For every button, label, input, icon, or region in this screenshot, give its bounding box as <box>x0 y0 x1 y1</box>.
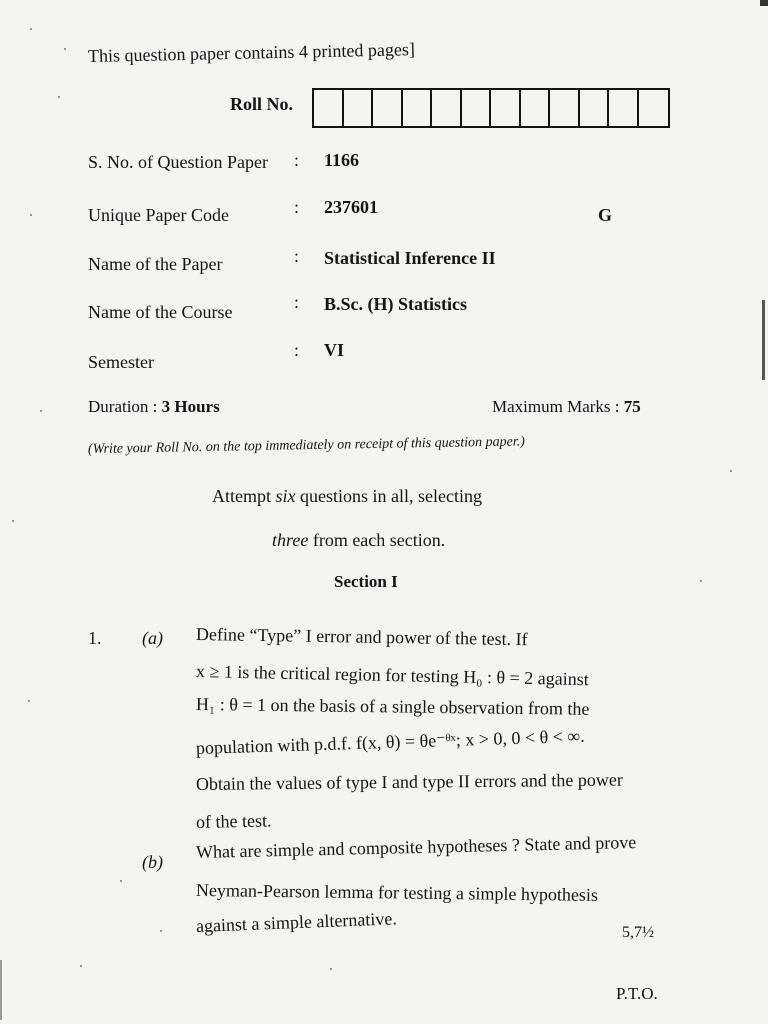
question-text-line: What are simple and composite hypotheses ? State and prove <box>195 832 637 862</box>
semester-label: Semester <box>88 352 154 372</box>
scan-edge-mark <box>0 960 2 1020</box>
colon: : <box>294 340 300 360</box>
colon: : <box>294 292 300 312</box>
question-paper-serial-label: S. No. of Question Paper <box>88 152 268 172</box>
question-part-label: (a) <box>142 628 163 648</box>
scan-speck <box>30 28 32 30</box>
roll-number-box[interactable] <box>580 90 610 126</box>
scan-speck <box>330 968 332 970</box>
scan-speck <box>160 930 162 932</box>
scan-edge-mark <box>760 0 768 6</box>
course-name-label: Name of the Course <box>88 302 233 322</box>
maximum-marks-value: 75 <box>623 397 641 416</box>
question-paper-serial-value: 1166 <box>324 150 360 170</box>
question-part-label: (b) <box>142 852 163 872</box>
semester-value: VI <box>324 340 345 360</box>
roll-number-label: Roll No. <box>230 94 293 114</box>
paper-name-value: Statistical Inference II <box>324 248 496 268</box>
roll-number-box[interactable] <box>403 90 433 126</box>
question-text-line: Obtain the values of type I and type II errors and the power <box>195 769 623 794</box>
question-text-line: x ≥ 1 is the critical region for testing H₀ : θ = 2 against <box>195 661 589 690</box>
scan-speck <box>58 96 60 98</box>
roll-number-box[interactable] <box>521 90 551 126</box>
question-text-line: Neyman-Pearson lemma for testing a simple hypothesis <box>195 880 599 905</box>
instruction-text: from each section. <box>308 530 446 550</box>
scan-speck <box>80 965 82 967</box>
roll-number-instruction: (Write your Roll No. on the top immediately on receipt of this question paper.) <box>87 434 525 457</box>
instruction-emphasis: three <box>272 530 309 550</box>
question-marks: 5,7½ <box>622 924 654 941</box>
roll-number-box[interactable] <box>373 90 403 126</box>
scan-speck <box>64 48 66 50</box>
scan-speck <box>12 520 14 522</box>
roll-number-box[interactable] <box>491 90 521 126</box>
maximum-marks <box>492 397 641 417</box>
colon: : <box>294 150 300 170</box>
duration <box>88 397 220 417</box>
unique-paper-code-label: Unique Paper Code <box>88 205 229 225</box>
roll-number-box[interactable] <box>639 90 669 126</box>
roll-number-box[interactable] <box>462 90 492 126</box>
roll-number-box[interactable] <box>609 90 639 126</box>
unique-paper-code-value: 237601 <box>324 197 378 217</box>
duration-label: Duration : <box>88 397 162 416</box>
colon: : <box>294 246 300 266</box>
please-turn-over: P.T.O. <box>616 984 658 1003</box>
scan-speck <box>28 700 30 702</box>
question-text-line: H₁ : θ = 1 on the basis of a single observation from the <box>195 694 590 719</box>
scan-speck <box>30 214 32 216</box>
roll-number-box[interactable] <box>314 90 344 126</box>
scan-speck <box>730 470 732 472</box>
instruction-text: questions in all, selecting <box>295 486 482 506</box>
duration-value: 3 Hours <box>161 397 220 416</box>
instruction-line-2 <box>272 530 445 551</box>
question-number: 1. <box>88 628 102 648</box>
instruction-text: Attempt <box>212 486 276 506</box>
page-count-note: This question paper contains 4 printed pages] <box>87 39 416 66</box>
colon: : <box>294 197 300 217</box>
question-text-line: Define “Type” I error and power of the test. If <box>195 624 528 650</box>
course-name-value: B.Sc. (H) Statistics <box>324 294 467 314</box>
scan-speck <box>40 410 42 412</box>
paper-set-code: G <box>598 205 613 225</box>
scan-speck <box>120 880 122 882</box>
section-title: Section I <box>334 572 398 591</box>
roll-number-box[interactable] <box>550 90 580 126</box>
instruction-line-1 <box>212 486 482 507</box>
question-text-line: against a simple alternative. <box>195 908 398 936</box>
question-text-line: population with p.d.f. f(x, θ) = θe⁻ᶿˣ; x > 0, 0 < θ < ∞. <box>195 725 585 758</box>
maximum-marks-label: Maximum Marks : <box>492 397 624 416</box>
roll-number-boxes[interactable] <box>312 88 670 128</box>
scan-edge-mark <box>762 300 765 380</box>
scan-speck <box>700 580 702 582</box>
roll-number-box[interactable] <box>344 90 374 126</box>
question-text-line: of the test. <box>195 810 272 832</box>
roll-number-box[interactable] <box>432 90 462 126</box>
paper-name-label: Name of the Paper <box>88 254 223 274</box>
instruction-emphasis: six <box>275 486 296 506</box>
